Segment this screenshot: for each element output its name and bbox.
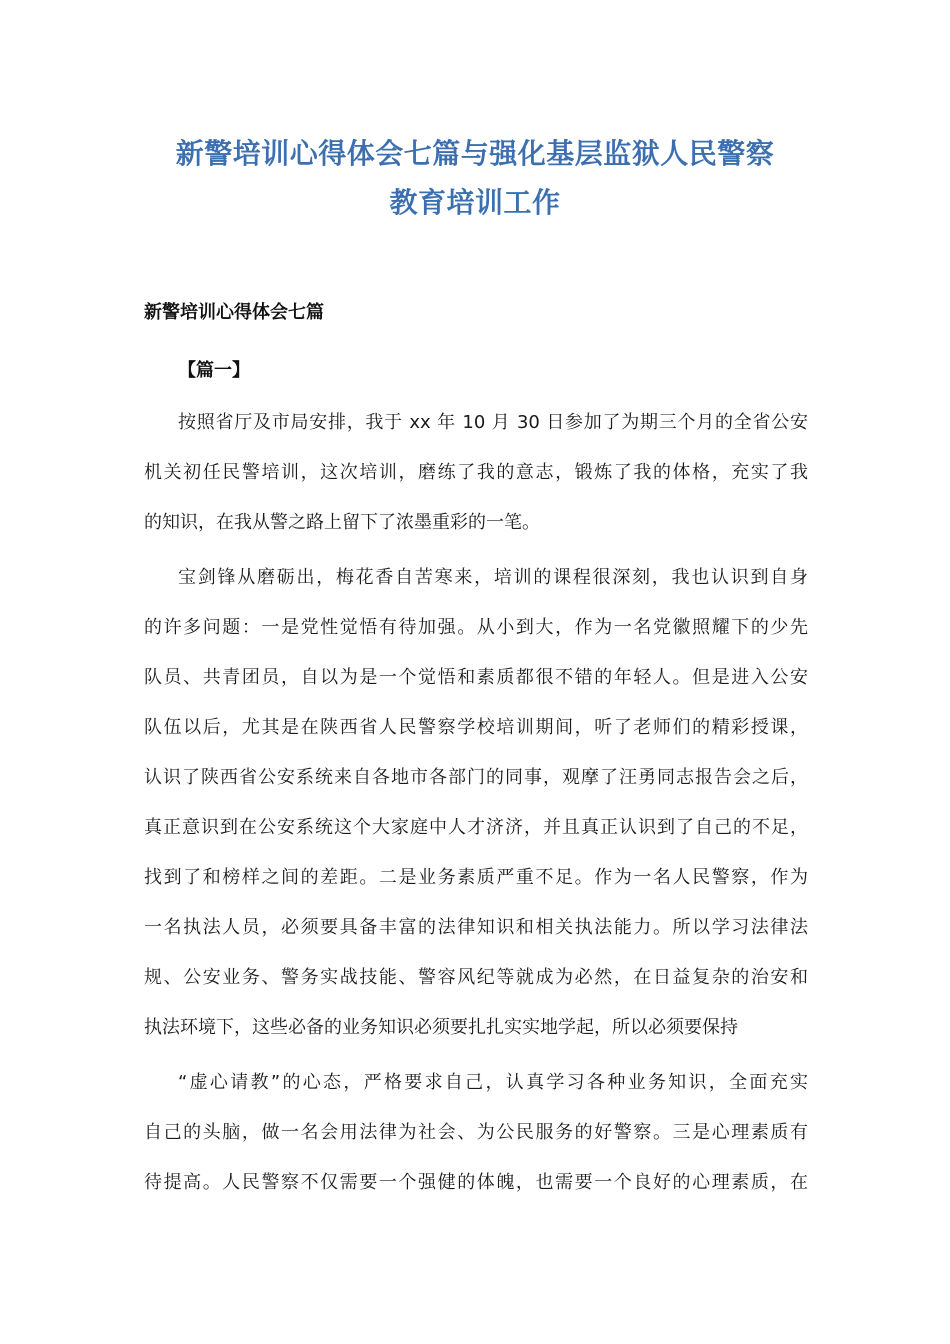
- paragraph-2-line-8: 一名执法人员，必须要具备丰富的法律知识和相关执法能力。所以学习法律法: [144, 917, 808, 938]
- paragraph-2-line-4: 队伍以后，尤其是在陕西省人民警察学校培训期间，听了老师们的精彩授课，: [144, 717, 808, 738]
- paragraph-1-line-2: 机关初任民警培训，这次培训，磨练了我的意志，锻炼了我的体格，充实了我: [144, 462, 808, 483]
- paragraph-3-line-2: 自己的头脑，做一名会用法律为社会、为公民服务的好警察。三是心理素质有: [144, 1122, 808, 1143]
- paragraph-2-line-7: 找到了和榜样之间的差距。二是业务素质严重不足。作为一名人民警察，作为: [144, 867, 808, 888]
- paragraph-2-line-10: 执法环境下，这些必备的业务知识必须要扎扎实实地学起，所以必须要保持: [144, 1017, 738, 1038]
- paragraph-2-line-9: 规、公安业务、警务实战技能、警容风纪等就成为必然，在日益复杂的治安和: [144, 967, 808, 988]
- document-title-line-2: 教育培训工作: [389, 186, 561, 219]
- paragraph-2-line-5: 认识了陕西省公安系统来自各地市各部门的同事，观摩了汪勇同志报告会之后，: [144, 767, 808, 788]
- paragraph-2-line-2: 的许多问题：一是党性觉悟有待加强。从小到大，作为一名党徽照耀下的少先: [144, 617, 808, 638]
- section-heading: 新警培训心得体会七篇: [144, 302, 324, 323]
- document-title-line-1: 新警培训心得体会七篇与强化基层监狱人民警察: [175, 137, 775, 170]
- paragraph-3-line-3: 待提高。人民警察不仅需要一个强健的体魄，也需要一个良好的心理素质，在: [144, 1172, 808, 1193]
- paragraph-2-line-3: 队员、共青团员，自以为是一个觉悟和素质都很不错的年轻人。但是进入公安: [144, 667, 808, 688]
- paragraph-1-line-1: 按照省厅及市局安排，我于 xx 年 10 月 30 日参加了为期三个月的全省公安: [178, 412, 808, 433]
- paragraph-1-line-3: 的知识，在我从警之路上留下了浓墨重彩的一笔。: [144, 512, 540, 533]
- paragraph-2-line-1: 宝剑锋从磨砺出，梅花香自苦寒来，培训的课程很深刻，我也认识到自身: [178, 567, 808, 588]
- subsection-label: 【篇一】: [178, 360, 250, 381]
- paragraph-3-line-1: “虚心请教”的心态，严格要求自己，认真学习各种业务知识，全面充实: [178, 1072, 808, 1093]
- paragraph-2-line-6: 真正意识到在公安系统这个大家庭中人才济济，并且真正认识到了自己的不足，: [144, 817, 808, 838]
